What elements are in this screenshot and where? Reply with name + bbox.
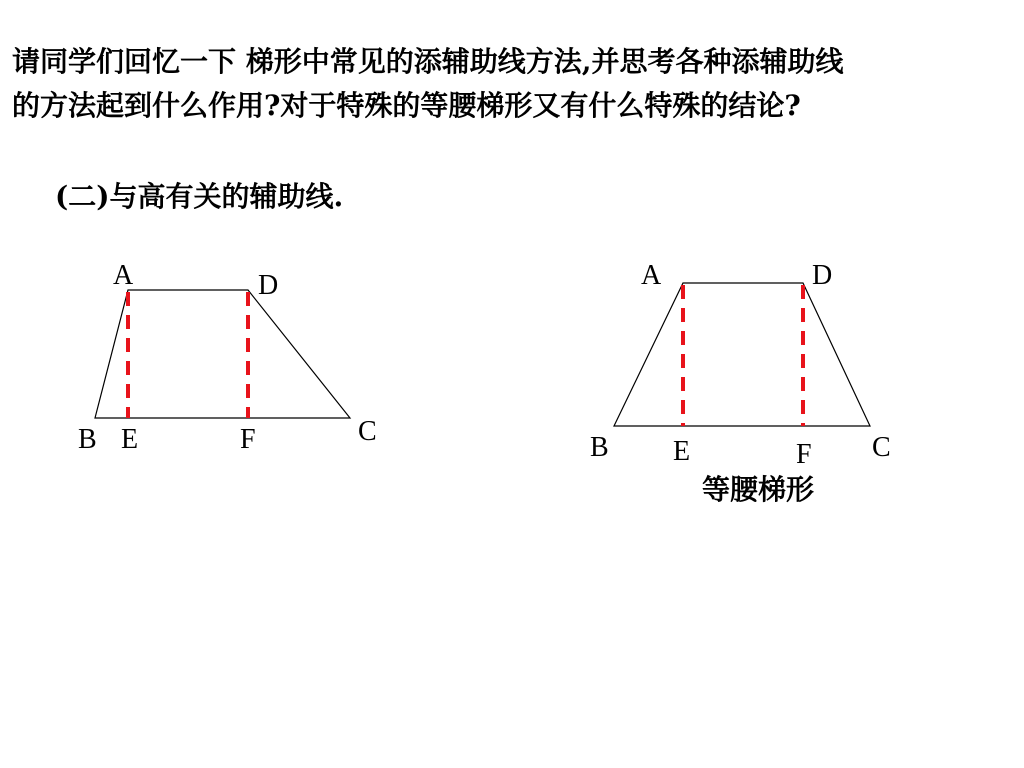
left-label-D: D [258, 270, 279, 301]
right-label-D: D [812, 260, 833, 291]
right-label-C: C [872, 432, 891, 463]
right-trapezoid-figure [590, 260, 891, 506]
right-label-F: F [796, 439, 812, 470]
right-label-E: E [673, 436, 691, 467]
question-line-2: 的方法起到什么作用?对于特殊的等腰梯形又有什么特殊的结论? [12, 89, 801, 122]
left-label-B: B [78, 424, 97, 455]
section-title: (二)与高有关的辅助线. [55, 180, 344, 213]
left-label-F: F [240, 424, 256, 455]
left-label-E: E [121, 424, 139, 455]
left-label-A: A [113, 260, 134, 291]
right-trapezoid-outline [614, 283, 870, 426]
right-label-B: B [590, 432, 609, 463]
right-label-A: A [641, 260, 662, 291]
left-label-C: C [358, 416, 377, 447]
right-figure-caption: 等腰梯形 [702, 473, 815, 506]
left-trapezoid-figure [78, 260, 377, 455]
question-line-1: 请同学们回忆一下 梯形中常见的添辅助线方法,并思考各种添辅助线 [12, 45, 844, 78]
left-trapezoid-outline [95, 290, 350, 418]
